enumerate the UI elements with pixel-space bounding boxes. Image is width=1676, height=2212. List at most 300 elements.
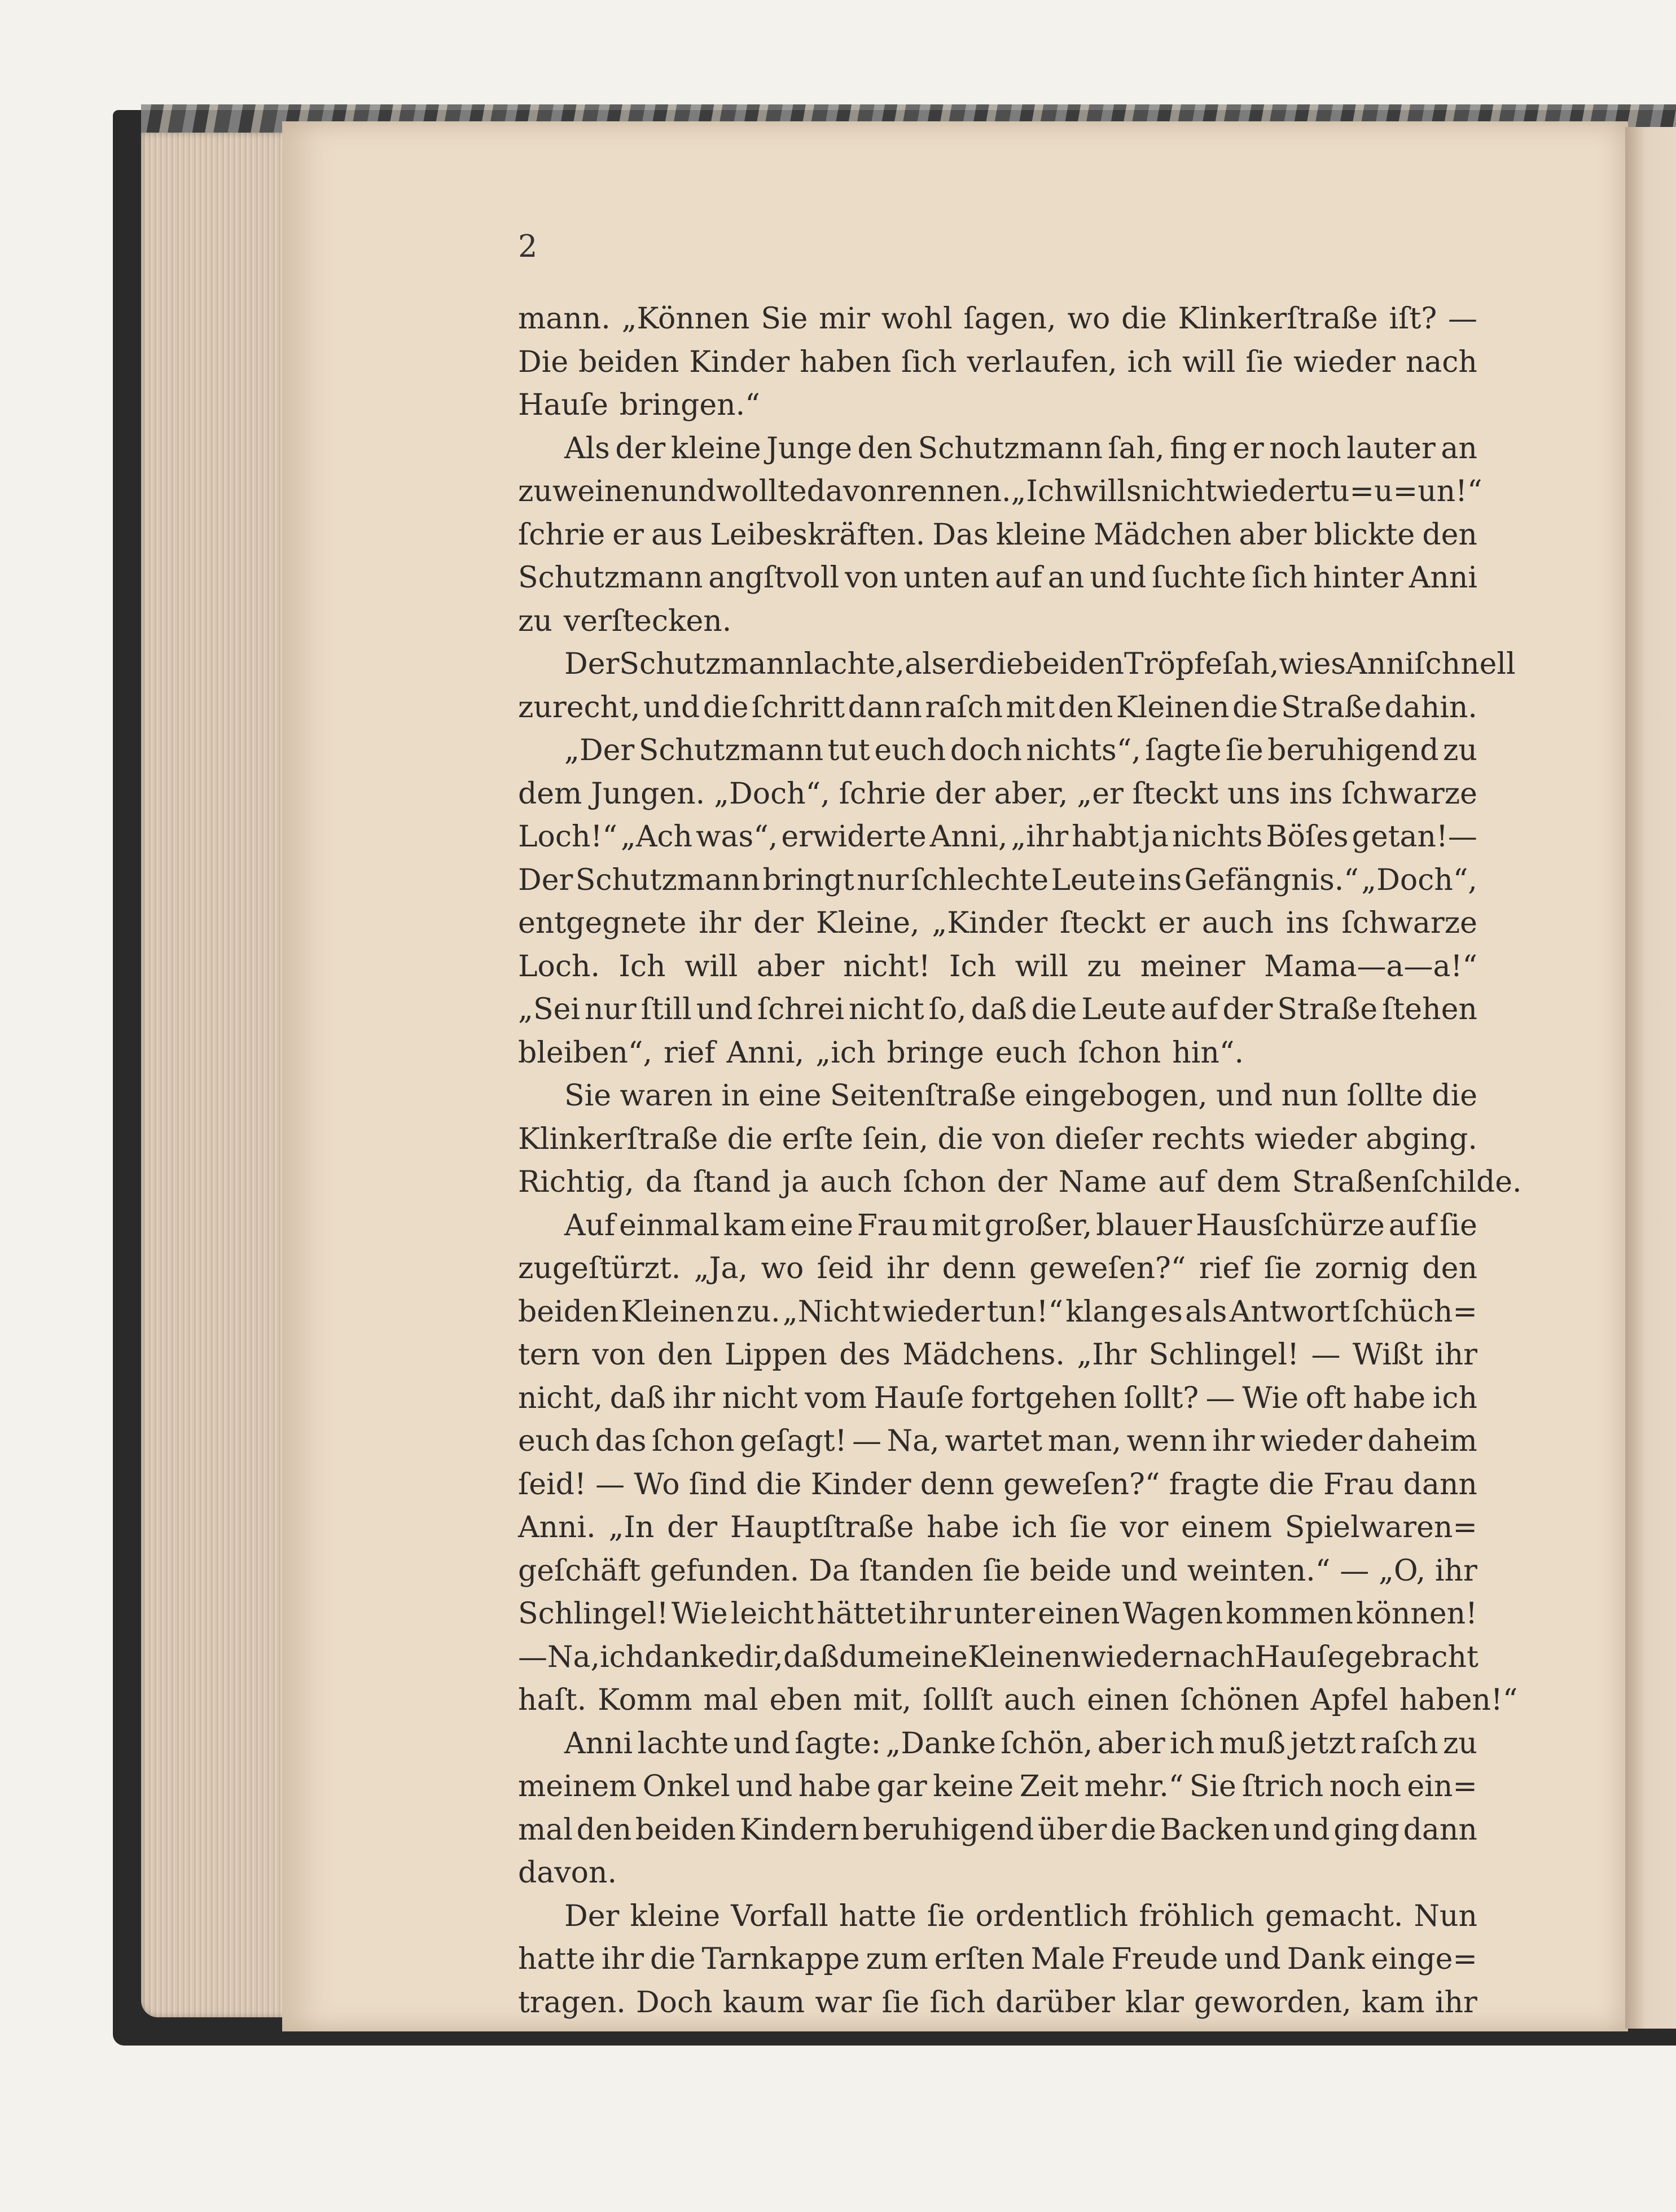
word: Frau <box>857 1208 928 1243</box>
word: er <box>1158 906 1190 940</box>
word: weinen <box>552 475 660 508</box>
word: fragte <box>1169 1467 1260 1502</box>
word: die <box>1269 1467 1314 1502</box>
word: eine <box>758 1079 822 1113</box>
word: ſah, <box>1222 647 1279 681</box>
text-line <box>518 902 1477 945</box>
word: „ihr <box>1011 820 1069 854</box>
word: tut <box>827 734 870 767</box>
word: euch <box>995 1035 1067 1070</box>
word: da <box>645 1165 682 1199</box>
word: kam <box>1361 1985 1425 2020</box>
word: — <box>852 1424 882 1458</box>
word: wies <box>1279 647 1346 681</box>
text-line <box>518 470 1482 514</box>
word: ſie <box>1245 345 1284 379</box>
word: verlaufen, <box>967 345 1117 379</box>
word: darüber <box>995 1985 1115 2020</box>
text-line <box>518 1074 1477 1118</box>
word: ins <box>1285 906 1330 940</box>
word: der <box>997 1165 1047 1199</box>
word: keine <box>933 1770 1014 1803</box>
word: der <box>1222 993 1273 1026</box>
word: Sie <box>564 1079 612 1113</box>
word: nur <box>584 993 637 1026</box>
word: Dank <box>1287 1942 1365 1976</box>
word: und <box>1216 1079 1273 1113</box>
word: einge= <box>1371 1942 1477 1976</box>
word: den <box>1422 1252 1477 1285</box>
word: Frau <box>1323 1467 1394 1502</box>
word: zu <box>518 475 552 508</box>
word: mal <box>703 1683 758 1717</box>
word: — <box>595 1467 625 1502</box>
word: ſagte <box>1145 734 1222 767</box>
word: wieder <box>882 1294 985 1329</box>
word: ging <box>1333 1812 1399 1847</box>
word: beiden <box>1023 647 1125 681</box>
text-line <box>518 988 1477 1032</box>
word: nicht <box>849 993 924 1026</box>
word: die <box>1232 690 1278 725</box>
word: rechts <box>1152 1122 1245 1156</box>
word: Anni <box>1409 561 1477 595</box>
word: zurecht, <box>518 690 640 725</box>
word: ſchön, <box>1001 1726 1093 1761</box>
word: ſo, <box>928 993 967 1026</box>
word: Als <box>564 431 610 466</box>
word: beiden <box>635 1812 736 1847</box>
word: haſt. <box>518 1683 587 1717</box>
word: mit <box>932 1208 981 1243</box>
word: dann <box>1403 1812 1477 1847</box>
word: ich <box>1432 1381 1477 1415</box>
text-line <box>518 1895 1477 1938</box>
word: und <box>659 475 716 508</box>
word: einmal <box>619 1208 719 1243</box>
word: aber <box>756 949 824 984</box>
word: von <box>592 1338 646 1372</box>
word: tun!“ <box>986 1294 1064 1329</box>
word: Backen <box>1160 1812 1270 1847</box>
word: Antwort <box>1229 1294 1350 1329</box>
word: Freude <box>1111 1942 1218 1976</box>
word: Mädchens. <box>902 1338 1065 1372</box>
word: Jungen. <box>591 776 705 811</box>
word: man, <box>1047 1424 1122 1458</box>
word: Kleine, <box>815 906 920 940</box>
word: wo <box>761 1252 804 1285</box>
text-line <box>518 1851 1477 1895</box>
word: bringt <box>762 863 854 897</box>
text-line <box>518 1118 1477 1161</box>
word: und <box>643 690 700 725</box>
word: hatte <box>518 1942 596 1976</box>
word: ihr <box>1434 1985 1477 2020</box>
word: Wo <box>634 1467 680 1502</box>
word: ſtehen <box>1382 993 1477 1026</box>
word: Komm <box>598 1683 692 1717</box>
word: „ich <box>815 1035 876 1070</box>
word: ſich <box>1252 561 1308 595</box>
word: Hausſchürze <box>1195 1208 1385 1243</box>
word: muß <box>1219 1726 1286 1761</box>
word: und <box>1090 561 1147 595</box>
word: waren <box>620 1079 713 1113</box>
word: Der <box>518 863 573 897</box>
word: bleiben“, <box>518 1035 652 1070</box>
word: gemacht. <box>1265 1899 1403 1933</box>
word: erſte <box>782 1122 854 1156</box>
word: und <box>696 993 753 1026</box>
word: fortgehen <box>971 1381 1117 1415</box>
word: das <box>595 1424 647 1458</box>
word: ſchwarze <box>1341 906 1477 940</box>
word: auch <box>1004 1683 1076 1717</box>
word: euch <box>874 734 946 767</box>
word: ich <box>1127 345 1173 379</box>
text-line <box>518 297 1477 341</box>
word: den <box>576 1812 632 1847</box>
word: ſie <box>1069 1511 1108 1544</box>
word: denn <box>942 1252 1016 1285</box>
word: wills <box>1073 475 1142 508</box>
word: ihr <box>1434 1553 1477 1588</box>
word: Kinder <box>689 345 790 379</box>
word: den <box>1058 690 1113 725</box>
word: beiden <box>518 1294 619 1329</box>
word: ſchon <box>1078 1035 1161 1070</box>
word: zugeſtürzt. <box>518 1252 681 1285</box>
word: aber <box>1239 517 1307 552</box>
word: entgegnete <box>518 906 687 940</box>
word: „Sei <box>518 993 580 1026</box>
word: weinten.“ <box>1187 1553 1331 1588</box>
text-line <box>518 1636 1477 1679</box>
word: — <box>1205 1381 1235 1415</box>
facing-page-edge <box>1625 127 1676 2029</box>
word: Leibeskräften. <box>710 517 925 552</box>
word: daß <box>783 1640 839 1674</box>
word: rennen. <box>896 475 1011 508</box>
word: Kindern <box>739 1812 859 1847</box>
word: Anni, <box>929 820 1008 854</box>
word: „In <box>608 1511 655 1544</box>
word: kleine <box>995 517 1086 552</box>
word: Wagen <box>1122 1597 1223 1631</box>
word: Lippen <box>724 1338 827 1372</box>
word: wartet <box>945 1424 1043 1458</box>
word: tu=u=un!“ <box>1319 475 1482 508</box>
word: tern <box>518 1338 581 1372</box>
word: der <box>934 776 985 811</box>
word: auch <box>1201 906 1274 940</box>
word: klar <box>1125 1985 1184 2020</box>
word: ich <box>1012 1511 1057 1544</box>
text-line <box>518 384 1477 427</box>
word: ins <box>1138 863 1182 897</box>
word: Spielwaren= <box>1284 1511 1477 1544</box>
word: ſchrie <box>839 776 926 811</box>
word: ſollte <box>1346 1079 1423 1113</box>
word: ſtand <box>693 1165 771 1199</box>
word: aber <box>1097 1726 1165 1761</box>
word: ihr <box>673 1381 716 1415</box>
word: vor <box>1120 1511 1169 1544</box>
word: ſie <box>881 1985 920 2020</box>
word: daß <box>609 1381 666 1415</box>
word: wo <box>1067 302 1111 336</box>
word: bringen.“ <box>619 388 760 422</box>
word: Loch. <box>518 949 600 984</box>
body-text <box>518 297 1522 2024</box>
word: „Doch“, <box>714 776 830 811</box>
word: Straße <box>1277 993 1378 1026</box>
word: Anni <box>1346 647 1415 681</box>
word: gefunden. <box>650 1553 800 1588</box>
word: Der <box>564 647 620 681</box>
word: den <box>1422 517 1477 552</box>
word: ſeid! <box>518 1467 586 1502</box>
word: aber, <box>994 776 1068 811</box>
word: daheim <box>1367 1424 1477 1458</box>
text-line <box>518 1722 1477 1766</box>
word: Na, <box>887 1424 940 1458</box>
word: fing <box>1170 431 1227 466</box>
word: ihr <box>909 1597 951 1631</box>
text-line <box>518 815 1477 859</box>
word: jetzt <box>1290 1726 1356 1761</box>
word: nun <box>1281 1079 1339 1113</box>
word: die <box>937 1122 984 1156</box>
word: ſie <box>1263 1252 1302 1285</box>
word: ich <box>600 1640 645 1674</box>
word: ja <box>1142 820 1169 854</box>
word: noch <box>1269 431 1341 466</box>
word: ſchon <box>651 1424 735 1458</box>
word: Tröpfe <box>1124 647 1223 681</box>
word: davon <box>806 475 897 508</box>
word: nicht <box>1141 475 1217 508</box>
word: angſtvoll <box>708 561 840 595</box>
word: bringe <box>887 1035 984 1070</box>
text-line <box>518 729 1477 773</box>
word: wollte <box>716 475 807 508</box>
word: Auf <box>564 1208 616 1243</box>
word: Onkel <box>642 1770 730 1803</box>
word: Schutzmann <box>918 431 1103 466</box>
word: wieder <box>1293 345 1396 379</box>
word: Schutzmann <box>518 561 703 595</box>
word: gar <box>876 1770 927 1803</box>
word: dem <box>518 776 582 811</box>
word: aus <box>651 517 703 552</box>
word: beide <box>1030 1553 1112 1588</box>
word: geweſen?“ <box>1003 1467 1160 1502</box>
text-line <box>518 1506 1477 1550</box>
word: der <box>753 906 804 940</box>
word: „Ja, <box>694 1252 748 1285</box>
word: Apfel <box>1310 1683 1388 1717</box>
word: nach <box>1405 345 1477 379</box>
word: Straßenſchilde. <box>1292 1165 1522 1199</box>
word: habe <box>1353 1381 1426 1415</box>
word: es <box>1150 1294 1183 1329</box>
word: ſich <box>929 1985 986 2020</box>
word: Anni. <box>518 1511 596 1544</box>
text-line <box>518 1291 1477 1334</box>
text-line <box>518 341 1477 384</box>
word: „er <box>1077 776 1124 811</box>
word: Der <box>564 1899 620 1933</box>
word: denn <box>920 1467 994 1502</box>
word: „Ach <box>620 820 693 854</box>
word: einem <box>1181 1511 1273 1544</box>
word: verſtecken. <box>563 604 732 638</box>
word: du <box>839 1640 877 1674</box>
word: eingebogen, <box>1024 1079 1208 1113</box>
word: unter <box>954 1597 1036 1631</box>
word: mann. <box>518 302 611 336</box>
word: Klinkerſtraße <box>1178 302 1378 336</box>
word: will <box>684 949 738 984</box>
word: Schlingel! <box>518 1597 669 1631</box>
word: Leute <box>1051 863 1136 897</box>
word: Seitenſtraße <box>830 1079 1016 1113</box>
text-line <box>518 1592 1477 1636</box>
word: der <box>667 1511 718 1544</box>
word: wieder <box>1260 1424 1362 1458</box>
word: Na, <box>547 1640 600 1674</box>
text-line <box>518 1247 1477 1291</box>
word: ſchönen <box>1180 1683 1300 1717</box>
word: eine <box>790 1208 854 1243</box>
word: ſtrich <box>1242 1770 1324 1803</box>
word: dahin. <box>1384 690 1477 725</box>
word: Nun <box>1414 1899 1477 1933</box>
word: kleine <box>670 431 761 466</box>
word: Kleinen <box>967 1640 1081 1674</box>
word: ich <box>1170 1726 1215 1761</box>
word: auf <box>1388 1208 1436 1243</box>
text-line <box>518 556 1477 600</box>
word: meine <box>876 1640 968 1674</box>
word: ein= <box>1407 1770 1477 1803</box>
word: eben <box>769 1683 842 1717</box>
word: Die <box>518 345 569 379</box>
word: ſteckt <box>1060 906 1146 940</box>
word: ſollt? <box>1124 1381 1199 1415</box>
word: dieſer <box>1055 1122 1143 1156</box>
word: Ich <box>618 949 666 984</box>
word: zu <box>518 604 552 638</box>
word: Wißt <box>1352 1338 1423 1372</box>
word: erſten <box>934 1942 1025 1976</box>
text-line <box>518 1679 1518 1722</box>
word: unten <box>903 561 990 595</box>
word: ſteckt <box>1132 776 1219 811</box>
word: ſchritt <box>751 690 845 725</box>
text-line <box>518 1032 1477 1075</box>
word: noch <box>1329 1770 1402 1803</box>
word: zu. <box>736 1294 780 1329</box>
word: ſagte: <box>795 1726 881 1761</box>
word: Tarnkappe <box>701 1942 860 1976</box>
word: Zeit <box>1019 1770 1079 1803</box>
word: Wie <box>1242 1381 1299 1415</box>
word: einen <box>1087 1683 1169 1717</box>
word: zu <box>1087 949 1122 984</box>
word: Male <box>1030 1942 1105 1976</box>
word: blickte <box>1314 517 1415 552</box>
word: beruhigend <box>862 1812 1034 1847</box>
word: ihr <box>1212 1424 1255 1458</box>
word: kaum <box>722 1985 805 2020</box>
word: oft <box>1305 1381 1346 1415</box>
word: Anni <box>564 1726 633 1761</box>
word: die <box>650 1942 696 1976</box>
word: ſagen, <box>963 302 1056 336</box>
word: was“, <box>696 820 778 854</box>
word: uns <box>1227 776 1280 811</box>
word: und <box>736 1770 793 1803</box>
word: ſie <box>1226 734 1263 767</box>
word: hättet <box>817 1597 906 1631</box>
word: dir, <box>735 1640 783 1674</box>
word: — <box>518 1640 547 1674</box>
word: auf <box>1158 1165 1206 1199</box>
word: „Können <box>621 302 750 336</box>
word: zu <box>1443 1726 1477 1761</box>
word: ſollſt <box>923 1683 993 1717</box>
word: ihr <box>699 906 742 940</box>
word: ſchüch= <box>1352 1294 1477 1329</box>
text-line <box>518 514 1477 557</box>
word: meiner <box>1140 949 1245 984</box>
text-line <box>518 1938 1477 1981</box>
word: an <box>1047 561 1085 595</box>
word: zornig <box>1314 1252 1409 1285</box>
word: leicht <box>730 1597 814 1631</box>
word: lauter <box>1346 431 1436 466</box>
word: beruhigend <box>1267 734 1439 767</box>
word: Kleinen <box>621 1294 735 1329</box>
word: ſchrei <box>757 993 845 1026</box>
word: ordentlich <box>975 1899 1129 1933</box>
word: mal <box>518 1812 573 1847</box>
text-line <box>518 1463 1477 1507</box>
word: mehr.“ <box>1084 1770 1184 1803</box>
word: Kleinen <box>1116 690 1230 725</box>
word: raſch <box>1360 1726 1438 1761</box>
word: rief <box>664 1035 716 1070</box>
word: ſein, <box>862 1122 929 1156</box>
word: gebracht <box>1345 1640 1478 1674</box>
word: „Der <box>564 734 635 767</box>
word: Schutzmann <box>638 734 824 767</box>
text-line <box>518 945 1477 989</box>
word: den <box>857 431 913 466</box>
word: iſt? <box>1389 302 1437 336</box>
word: klang <box>1065 1294 1148 1329</box>
word: tragen. <box>518 1985 626 2020</box>
word: die <box>727 1122 773 1156</box>
word: Hauſe <box>1254 1640 1345 1674</box>
word: die <box>1111 1812 1156 1847</box>
word: ſchlechte <box>911 863 1049 897</box>
word: wieder <box>1081 1640 1183 1674</box>
word: „Danke <box>885 1726 996 1761</box>
